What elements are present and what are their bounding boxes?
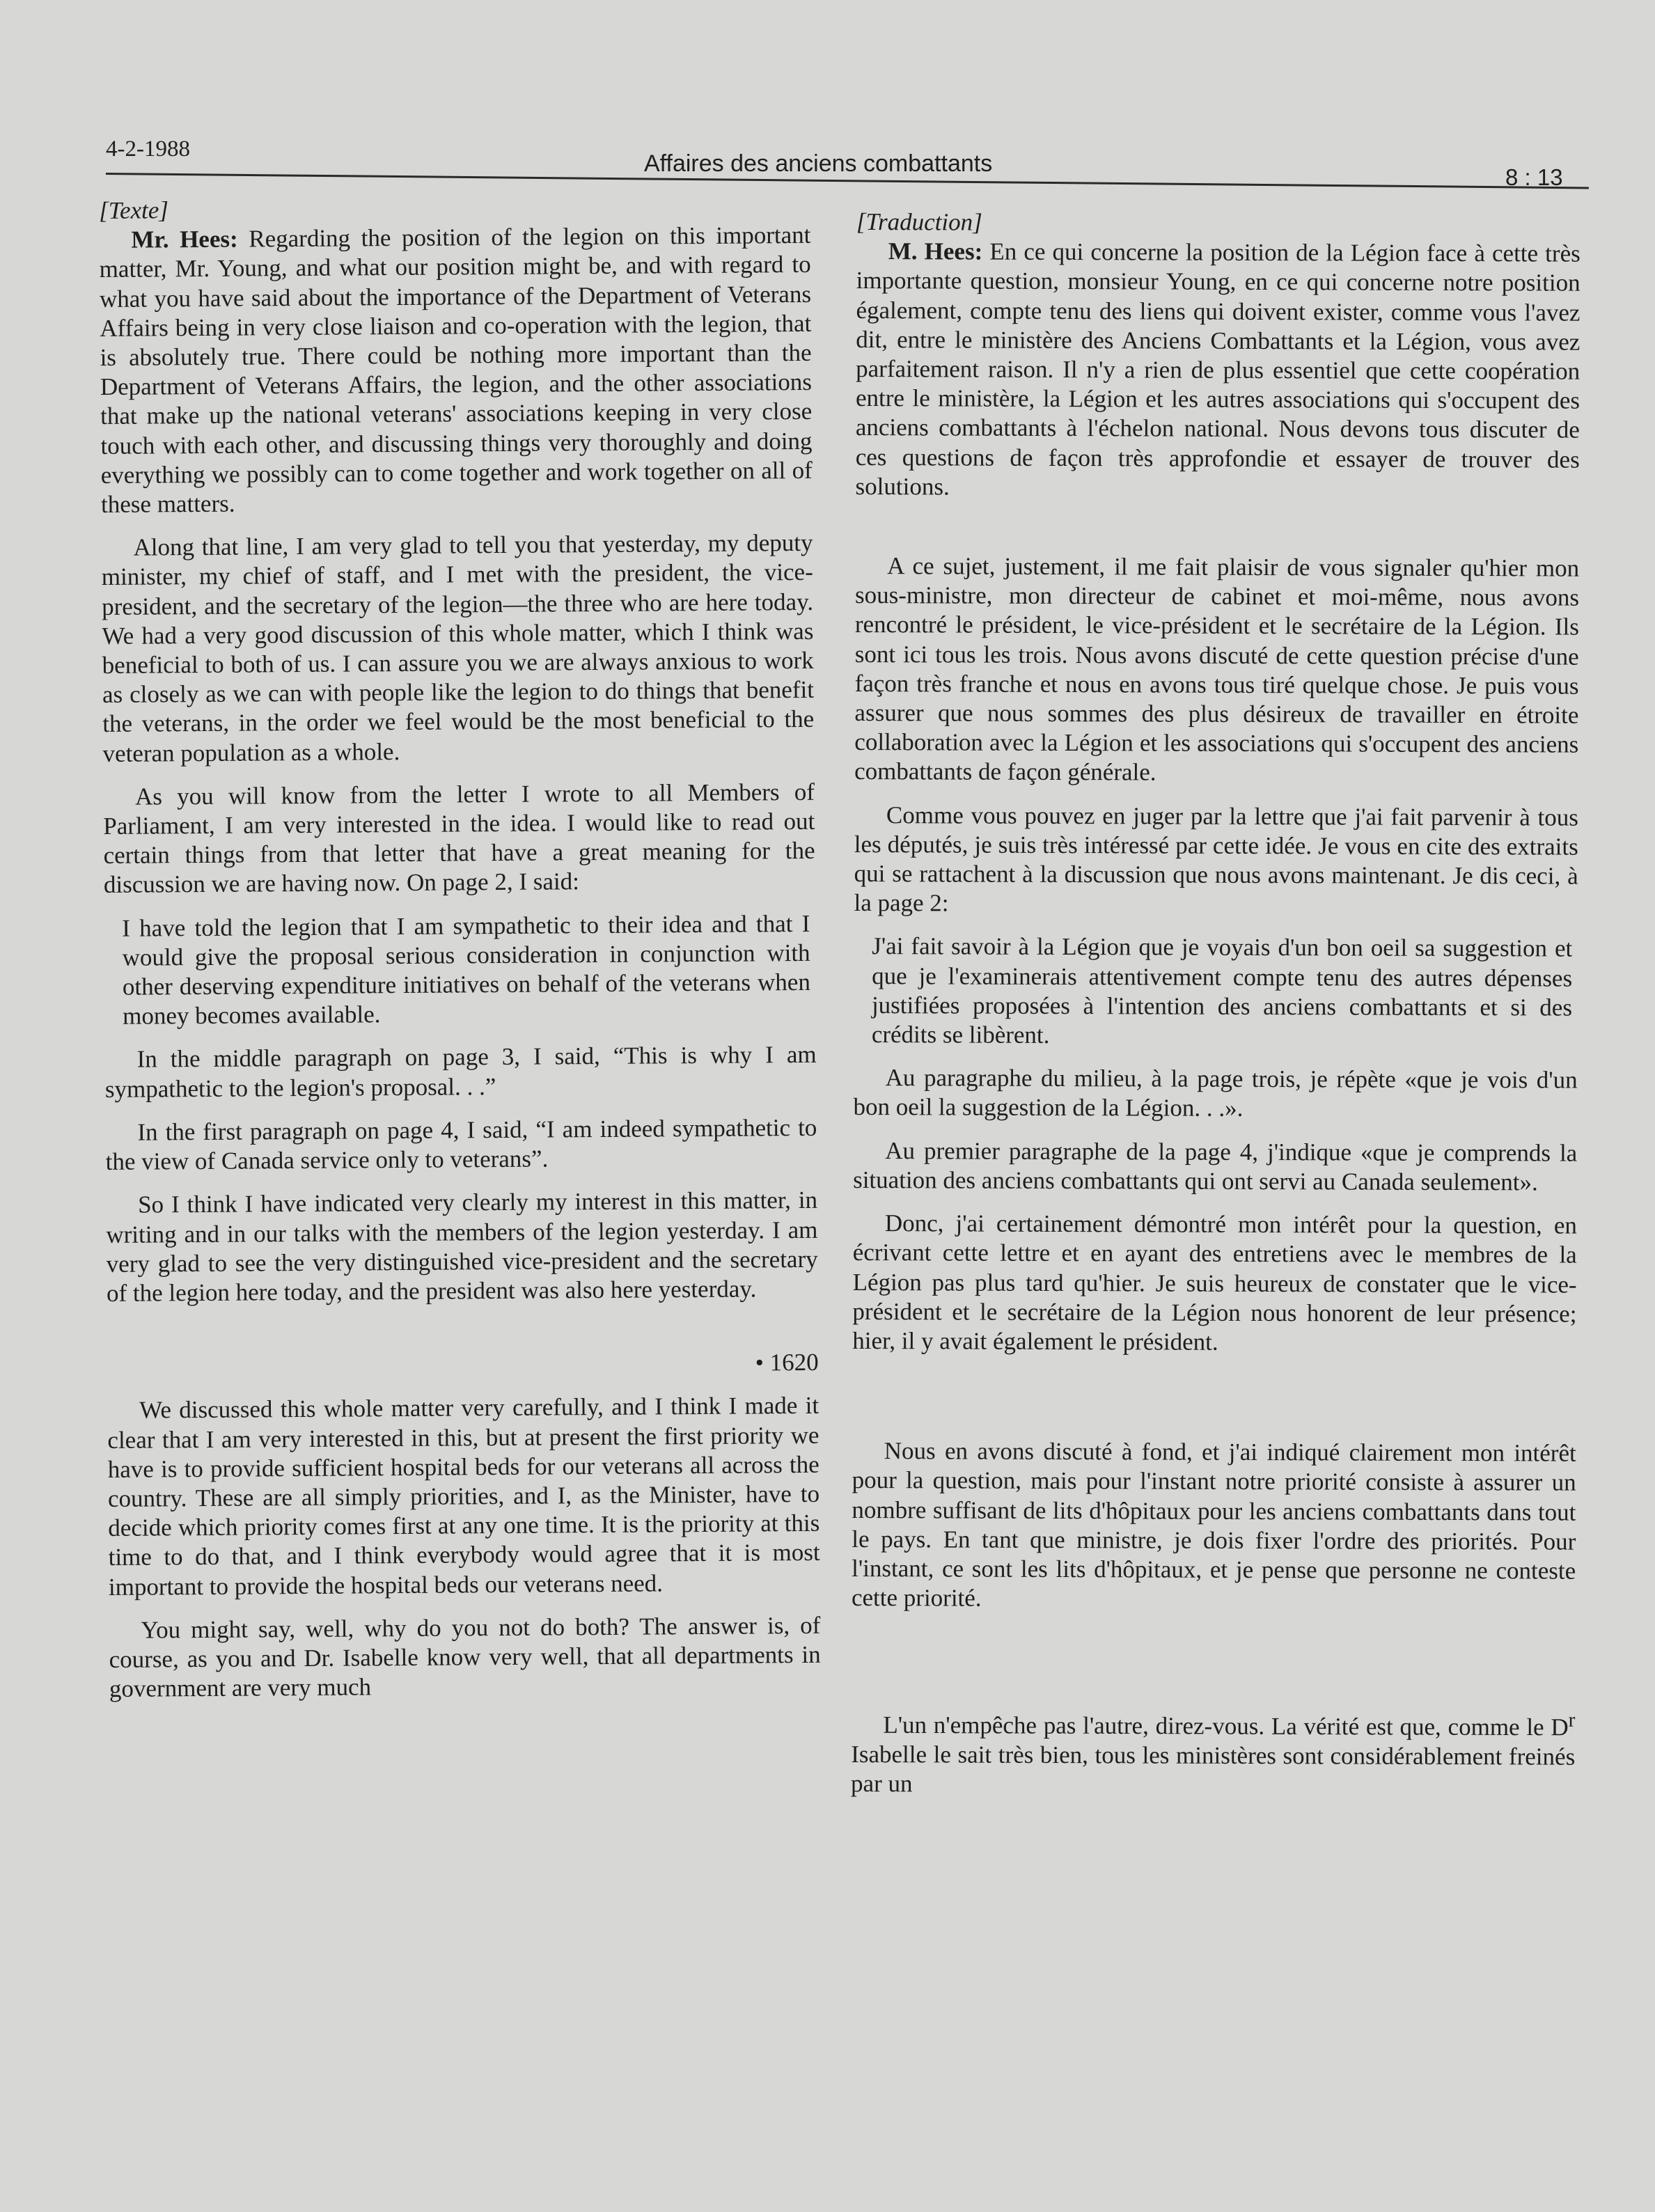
paragraph: Nous en avons discuté à fond, et j'ai indiqué clairement mon intérêt pour la question, mais pour l'instant notre priorité consiste à assurer un nombre suffisant de lits d'hôpitaux pour les anciens combattants dans tout le pays. En tant que ministre, je dois fixer l'ordre des priorités. Pour l'instant, ce sont les lits d'hôpitaux, et je pense que personne ne conteste cette priorité. (851, 1437, 1576, 1612)
speaker-name: Mr. Hees: (131, 225, 238, 253)
paragraph: Donc, j'ai certainement démontré mon intérêt pour la question, en écrivant cette lettre et en ayant des entretiens avec le membres de la Légion pas plus tard qu'hier. Je suis heureux de constater que le vice-président et le secrétaire de la Légion nous honorent de leur présence; hier, il y avait également le président. (852, 1209, 1577, 1356)
paragraph: In the middle paragraph on page 3, I said, “This is why I am sympathetic to the legion's proposal. . .” (104, 1041, 817, 1103)
section-tag: [Traduction] (856, 208, 982, 236)
paragraph: Au paragraphe du milieu, à la page trois, je répète «que je vois d'un bon oeil la suggestion de la Légion. . .». (853, 1064, 1578, 1122)
header-date: 4-2-1988 (106, 136, 190, 162)
time-marker: • 1620 (755, 1348, 819, 1376)
paragraph-text: Regarding the position of the legion on this important matter, Mr. Young, and what our position might be, and with regard to what you have said about the importance of the Department of Veterans Affairs being in very close liaison and co-operation with the legion, that is absolutely true. There could be nothing more important than the Department of Veterans Affairs, the legion, and the other associations that make up the national veterans' associations keeping in very close touch with each other, and discussing things very thoroughly and doing everything we possibly can to come together and work together on all of these matters. (99, 221, 813, 519)
paragraph: Comme vous pouvez en juger par la lettre que j'ai fait parvenir à tous les députés, je suis très intéressé par cette idée. Je vous en cite des extraits qui se rattachent à la discussion que nous avons maintenant. Je dis ceci, à la page 2: (854, 801, 1579, 917)
paragraph: L'un n'empêche pas l'autre, direz-vous. La vérité est que, comme le $D^r$ Isabelle le sait très bien, tous les ministères sont considérablement freinés par un (851, 1709, 1576, 1798)
speaker-name: M. Hees: (888, 237, 983, 265)
block-quote: J'ai fait savoir à la Légion que je voyais d'un bon oeil sa suggestion et que je l'examinerais attentivement compte tenu des autres dépenses justifiées proposées à l'intention des anciens combattants et si des crédits se libèrent. (871, 932, 1573, 1049)
english-column (99, 191, 821, 1704)
paragraph: A ce sujet, justement, il me fait plaisir de vous signaler qu'hier mon sous-ministre, mon directeur de cabinet et moi-même, nous avons rencontré le président, le vice-président et le secrétaire de la Légion. Ils sont ici tous les trois. Nous avons discuté de cette question précise d'une façon très franche et nous en avons tous tiré quelque chose. Je puis vous assurer que nous sommes des plus désireux de travailler en étroite collaboration avec la Légion et les associations qui s'occupent des anciens combattants de façon générale. (854, 552, 1580, 786)
section-tag: [Texte] (99, 196, 169, 224)
header-page-number: 8 : 13 (1505, 164, 1563, 190)
paragraph: Au premier paragraphe de la page 4, j'indique «que je comprends la situation des anciens combattants qui ont servi au Canada seulement». (853, 1136, 1578, 1196)
paragraph: So I think I have indicated very clearly my interest in this matter, in writing and in our talks with the members of the legion yesterday. I am very glad to see the very distinguished vice-president and the secretary of the legion here today, and the president was also here yesterday. (106, 1186, 818, 1307)
paragraph-text: En ce qui concerne la position de la Légion face à cette très importante question, monsieur Young, en ce qui concerne notre position également, compte tenu des liens qui doivent exister, comme vous l'avez dit, entre le ministère des Anciens Combattants et la Légion, vous avez parfaitement raison. Il n'y a rien de plus essentiel que cette coopération entre le ministère, la Légion et les autres associations qui s'occupent des anciens combattants à l'échelon national. Nous devons tous discuter de ces questions de façon très approfondie et essayer de trouver des solutions. (855, 237, 1581, 501)
paragraph (99, 221, 813, 519)
paragraph: As you will know from the letter I wrote to all Members of Parliament, I am very interested in the idea. I would like to read out certain things from that letter that have a great meaning for the discussion we are having now. On page 2, I said: (103, 778, 815, 899)
paragraph: We discussed this whole matter very carefully, and I think I made it clear that I am very interested in this, but at present the first priority we have is to provide sufficient hospital beds for our veterans all across the country. These are all simply priorities, and I, as the Minister, have to decide which priority comes first at any one time. It is the priority at this time to do that, and I think everybody would agree that it is most important to provide the hospital beds our veterans need. (107, 1392, 820, 1601)
paragraph: You might say, well, why do you not do both? The answer is, of course, as you and Dr. Isabelle know very well, that all departments in government are very much (109, 1611, 821, 1703)
paragraph (856, 237, 1581, 503)
paragraph: Along that line, I am very glad to tell you that yesterday, my deputy minister, my chief of staff, and I met with the president, the vice-president, and the secretary of the legion—the three who are here today. We had a very good discussion of this whole matter, which I think was beneficial to both of us. I can assure you we are always anxious to work as closely as we can with people like the legion to do things that benefit the veterans, in the order we feel would be the most beneficial to the veteran population as a whole. (101, 529, 815, 767)
paragraph: In the first paragraph on page 4, I said, “I am indeed sympathetic to the view of Canada service only to veterans”. (105, 1113, 817, 1176)
french-column (851, 207, 1581, 1801)
block-quote: I have told the legion that I am sympathetic to their idea and that I would give the proposal serious consideration in conjunction with other deserving expenditure initiatives on behalf of the veterans when money becomes available. (122, 909, 811, 1030)
header-title: Affaires des anciens combattants (644, 150, 993, 177)
